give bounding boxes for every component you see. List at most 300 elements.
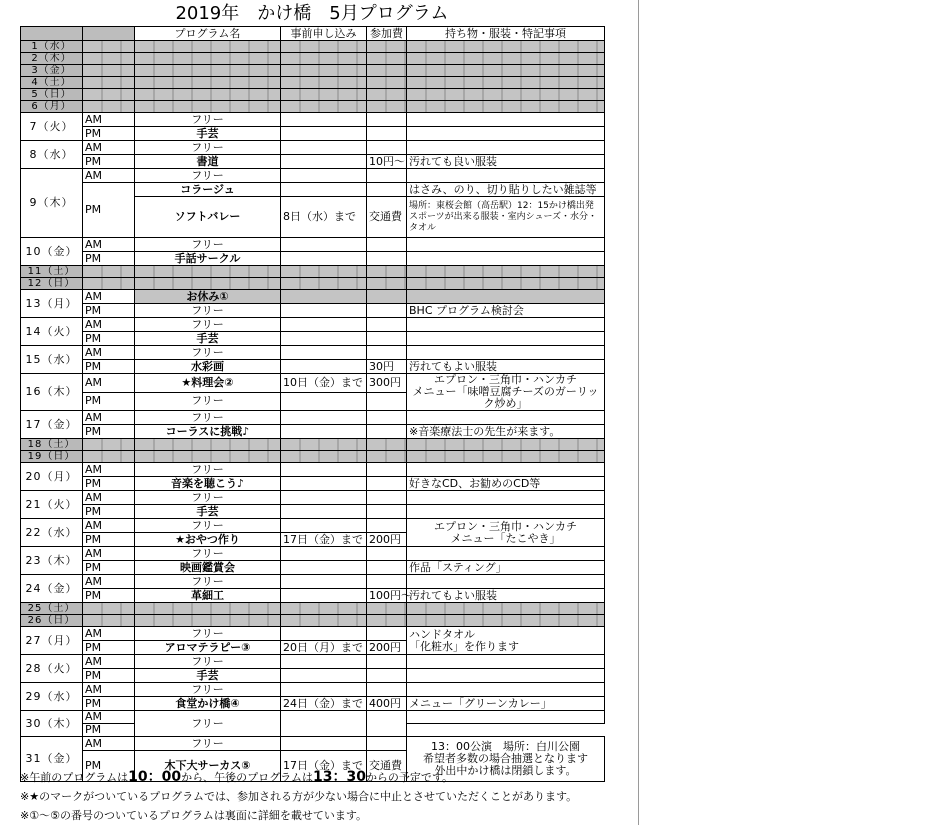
- day-registration: [281, 451, 367, 463]
- day-date: 11（土）: [21, 266, 83, 278]
- registration-deadline: [281, 252, 367, 266]
- day-date: 24（金）: [21, 575, 83, 603]
- day-slot: [83, 278, 135, 290]
- day-date: 9（木）: [21, 169, 83, 238]
- day-notes: [407, 53, 605, 65]
- fee: [367, 519, 407, 533]
- fee: [367, 238, 407, 252]
- fee: [367, 346, 407, 360]
- holiday-row: [21, 53, 605, 65]
- time-slot: PM: [83, 533, 135, 547]
- notes: [407, 655, 605, 669]
- schedule-row: [21, 127, 605, 141]
- notes-line: 希望者多数の場合抽選となります: [423, 752, 588, 765]
- time-slot: PM: [83, 304, 135, 318]
- day-fee: [367, 451, 407, 463]
- program-name: 手芸: [135, 669, 281, 683]
- header-fee: 参加費: [367, 27, 407, 41]
- page-title: 2019年 かけ橋 5月プログラム: [175, 3, 449, 24]
- schedule-row: [21, 411, 605, 425]
- program-schedule-table: [20, 26, 605, 782]
- program-name: フリー: [135, 655, 281, 669]
- fee: [367, 547, 407, 561]
- notes: [407, 374, 605, 411]
- notes: [407, 141, 605, 155]
- program-name: 映画鑑賞会: [135, 561, 281, 575]
- program-name: フリー: [135, 491, 281, 505]
- header-program: プログラム名: [135, 27, 281, 41]
- day-slot: [83, 89, 135, 101]
- schedule-row: [21, 463, 605, 477]
- fee: [367, 669, 407, 683]
- day-registration: [281, 53, 367, 65]
- time-slot: PM: [83, 155, 135, 169]
- time-slot: AM: [83, 141, 135, 155]
- schedule-row: [21, 575, 605, 589]
- notes: BHC プログラム検討会: [407, 304, 605, 318]
- program-name: フリー: [135, 683, 281, 697]
- day-fee: [367, 439, 407, 451]
- day-registration: [281, 266, 367, 278]
- fee: [367, 477, 407, 491]
- fee: 10円～: [367, 155, 407, 169]
- footer-note-numbers: ※①～⑤の番号のついているプログラムは裏面に詳細を載せています。: [20, 809, 367, 822]
- day-program: [135, 41, 281, 53]
- day-fee: [367, 65, 407, 77]
- registration-deadline: [281, 505, 367, 519]
- program-name: コーラスに挑戦♪: [135, 425, 281, 439]
- program-name: フリー: [135, 346, 281, 360]
- day-date: 10（金）: [21, 238, 83, 266]
- registration-deadline: [281, 683, 367, 697]
- fee: [367, 737, 407, 751]
- schedule-row: [21, 346, 605, 360]
- day-fee: [367, 615, 407, 627]
- day-date: 31（金）: [21, 737, 83, 782]
- notes-line: ハンドタオル: [409, 627, 475, 641]
- notes: [407, 346, 605, 360]
- program-name: 書道: [135, 155, 281, 169]
- schedule-row: [21, 697, 605, 711]
- day-date: 29（水）: [21, 683, 83, 711]
- program-name: フリー: [135, 547, 281, 561]
- registration-deadline: [281, 655, 367, 669]
- schedule-row: [21, 589, 605, 603]
- notes: メニュー「グリーンカレー」: [407, 697, 605, 711]
- day-slot: [83, 603, 135, 615]
- registration-deadline: 17日（金）まで: [281, 533, 367, 547]
- day-date: 15（水）: [21, 346, 83, 374]
- program-name: フリー: [135, 238, 281, 252]
- notes: [407, 252, 605, 266]
- schedule-row: [21, 155, 605, 169]
- time-slot: AM: [83, 169, 135, 183]
- fee: [367, 304, 407, 318]
- day-program: [135, 266, 281, 278]
- fee: 400円: [367, 697, 407, 711]
- fee: [367, 561, 407, 575]
- day-date: 1（水）: [21, 41, 83, 53]
- fee: [367, 505, 407, 519]
- day-program: [135, 615, 281, 627]
- registration-deadline: [281, 127, 367, 141]
- schedule-row: [21, 238, 605, 252]
- program-name: フリー: [135, 392, 281, 411]
- day-notes: [407, 603, 605, 615]
- day-notes: [407, 451, 605, 463]
- header-registration: 事前申し込み: [281, 27, 367, 41]
- day-program: [135, 278, 281, 290]
- day-date: 16（木）: [21, 374, 83, 411]
- notes: [407, 547, 605, 561]
- fee: 200円: [367, 641, 407, 655]
- day-date: 5（日）: [21, 89, 83, 101]
- notes: [407, 711, 605, 724]
- day-date: 13（月）: [21, 290, 83, 318]
- registration-deadline: [281, 141, 367, 155]
- fee: [367, 290, 407, 304]
- day-slot: [83, 451, 135, 463]
- holiday-row: [21, 89, 605, 101]
- holiday-row: [21, 77, 605, 89]
- registration-deadline: [281, 627, 367, 641]
- notes: [407, 627, 605, 655]
- program-name: 食堂かけ橋④: [135, 697, 281, 711]
- schedule-row: [21, 183, 605, 197]
- program-name: 手話サークル: [135, 252, 281, 266]
- time-slot: AM: [83, 463, 135, 477]
- day-program: [135, 451, 281, 463]
- fee: [367, 683, 407, 697]
- time-slot: AM: [83, 655, 135, 669]
- fee: 交通費: [367, 197, 407, 238]
- registration-deadline: [281, 183, 367, 197]
- registration-deadline: [281, 332, 367, 346]
- day-fee: [367, 89, 407, 101]
- program-name: フリー: [135, 463, 281, 477]
- notes: [407, 411, 605, 425]
- day-registration: [281, 101, 367, 113]
- holiday-row: [21, 266, 605, 278]
- day-date: 19（日）: [21, 451, 83, 463]
- schedule-row: [21, 425, 605, 439]
- day-date: 7（火）: [21, 113, 83, 141]
- schedule-row: [21, 360, 605, 374]
- time-slot: AM: [83, 627, 135, 641]
- program-name: コラージュ: [135, 183, 281, 197]
- program-name: お休み①: [135, 290, 281, 304]
- program-name: ★おやつ作り: [135, 533, 281, 547]
- day-fee: [367, 77, 407, 89]
- footer-text: から、午後のプログラムは: [181, 771, 313, 784]
- registration-deadline: [281, 737, 367, 751]
- holiday-row: [21, 101, 605, 113]
- day-fee: [367, 41, 407, 53]
- schedule-row: [21, 318, 605, 332]
- notes: [407, 169, 605, 183]
- day-registration: [281, 41, 367, 53]
- day-date: 20（月）: [21, 463, 83, 491]
- fee: [367, 169, 407, 183]
- registration-deadline: 10日（金）まで: [281, 374, 367, 393]
- day-date: 18（土）: [21, 439, 83, 451]
- fee: [367, 332, 407, 346]
- footer-note-star: ※★のマークがついているプログラムでは、参加される方が少ない場合に中止とさせていただくことがあります。: [20, 790, 578, 803]
- fee: [367, 252, 407, 266]
- day-program: [135, 101, 281, 113]
- program-name: フリー: [135, 113, 281, 127]
- day-program: [135, 65, 281, 77]
- holiday-row: [21, 439, 605, 451]
- day-slot: [83, 439, 135, 451]
- holiday-row: [21, 451, 605, 463]
- time-slot: PM: [83, 561, 135, 575]
- day-date: 23（木）: [21, 547, 83, 575]
- fee: [367, 627, 407, 641]
- day-registration: [281, 278, 367, 290]
- registration-deadline: [281, 360, 367, 374]
- holiday-row: [21, 615, 605, 627]
- schedule-row: [21, 519, 605, 533]
- time-slot: PM: [83, 505, 135, 519]
- time-slot: PM: [83, 697, 135, 711]
- registration-deadline: [281, 411, 367, 425]
- time-slot: AM: [83, 318, 135, 332]
- registration-deadline: 20日（月）まで: [281, 641, 367, 655]
- registration-deadline: [281, 304, 367, 318]
- time-slot: AM: [83, 519, 135, 533]
- notes: [407, 683, 605, 697]
- schedule-row: [21, 290, 605, 304]
- registration-deadline: [281, 290, 367, 304]
- am-start-time: 10：00: [128, 769, 182, 785]
- registration-deadline: [281, 113, 367, 127]
- registration-deadline: [281, 711, 367, 737]
- notes: [407, 238, 605, 252]
- time-slot: PM: [83, 252, 135, 266]
- notes-line: 13：00公演 場所：白川公園: [431, 740, 580, 753]
- time-slot: AM: [83, 346, 135, 360]
- day-date: 22（水）: [21, 519, 83, 547]
- notes: [407, 113, 605, 127]
- day-slot: [83, 53, 135, 65]
- program-name: 手芸: [135, 332, 281, 346]
- day-date: 28（火）: [21, 655, 83, 683]
- notes: [407, 463, 605, 477]
- day-program: [135, 53, 281, 65]
- schedule-row: [21, 332, 605, 346]
- notes-line: メニュー「味噌豆腐チーズのガーリック炒め」: [412, 385, 599, 410]
- registration-deadline: [281, 519, 367, 533]
- fee: [367, 113, 407, 127]
- day-date: 21（火）: [21, 491, 83, 519]
- time-slot: PM: [83, 751, 135, 782]
- registration-deadline: 8日（水）まで: [281, 197, 367, 238]
- holiday-row: [21, 41, 605, 53]
- day-registration: [281, 603, 367, 615]
- fee: [367, 141, 407, 155]
- day-slot: [83, 615, 135, 627]
- schedule-row: [21, 374, 605, 393]
- fee: 300円: [367, 374, 407, 393]
- notes: 場所：東桜会館（高岳駅）12：15かけ橋出発 スポーツが出来る服装・室内シューズ・水分・タオル: [407, 197, 605, 238]
- time-slot: PM: [83, 183, 135, 238]
- schedule-row: [21, 627, 605, 641]
- fee: [367, 575, 407, 589]
- notes: ※音楽療法士の先生が来ます。: [407, 425, 605, 439]
- notes: 汚れてもよい服装: [407, 360, 605, 374]
- day-slot: [83, 41, 135, 53]
- header-notes: 持ち物・服装・特記事項: [407, 27, 605, 41]
- time-slot: PM: [83, 477, 135, 491]
- fee: [367, 318, 407, 332]
- fee: [367, 392, 407, 411]
- time-slot: PM: [83, 669, 135, 683]
- registration-deadline: [281, 491, 367, 505]
- notes: [407, 318, 605, 332]
- day-notes: [407, 266, 605, 278]
- program-name: アロマテラピー③: [135, 641, 281, 655]
- time-slot: AM: [83, 737, 135, 751]
- holiday-row: [21, 603, 605, 615]
- schedule-row: [21, 505, 605, 519]
- program-name: 音楽を聴こう♪: [135, 477, 281, 491]
- notes: [407, 332, 605, 346]
- registration-deadline: [281, 575, 367, 589]
- registration-deadline: [281, 392, 367, 411]
- fee: [367, 411, 407, 425]
- notes: [407, 669, 605, 683]
- fee: [367, 183, 407, 197]
- holiday-row: [21, 65, 605, 77]
- registration-deadline: [281, 477, 367, 491]
- day-program: [135, 77, 281, 89]
- fee: 交通費: [367, 751, 407, 782]
- time-slot: PM: [83, 425, 135, 439]
- day-date: 4（土）: [21, 77, 83, 89]
- pm-start-time: 13：30: [312, 769, 366, 785]
- registration-deadline: [281, 318, 367, 332]
- day-registration: [281, 89, 367, 101]
- schedule-row: [21, 477, 605, 491]
- schedule-row: [21, 252, 605, 266]
- day-notes: [407, 101, 605, 113]
- day-date: 17（金）: [21, 411, 83, 439]
- program-name: フリー: [135, 737, 281, 751]
- notes: [407, 127, 605, 141]
- fee: [367, 127, 407, 141]
- day-registration: [281, 615, 367, 627]
- notes: 汚れてもよい服装: [407, 589, 605, 603]
- registration-deadline: [281, 589, 367, 603]
- day-notes: [407, 615, 605, 627]
- day-program: [135, 603, 281, 615]
- fee: [367, 711, 407, 737]
- registration-deadline: [281, 346, 367, 360]
- fee: [367, 491, 407, 505]
- schedule-row: [21, 169, 605, 183]
- day-date: 12（日）: [21, 278, 83, 290]
- day-date: 25（土）: [21, 603, 83, 615]
- registration-deadline: [281, 463, 367, 477]
- footer-note-times: [20, 768, 620, 787]
- time-slot: AM: [83, 411, 135, 425]
- notes-line: エプロン・三角巾・ハンカチ: [434, 373, 577, 386]
- notes: 作品「スティング」: [407, 561, 605, 575]
- day-date: 6（月）: [21, 101, 83, 113]
- schedule-row: [21, 711, 605, 724]
- program-name: フリー: [135, 169, 281, 183]
- day-fee: [367, 101, 407, 113]
- fee: 30円: [367, 360, 407, 374]
- notes: [407, 519, 605, 547]
- schedule-row: [21, 141, 605, 155]
- footer-text: からの予定です。: [365, 771, 454, 784]
- day-notes: [407, 41, 605, 53]
- time-slot: PM: [83, 392, 135, 411]
- day-fee: [367, 266, 407, 278]
- registration-deadline: [281, 669, 367, 683]
- registration-deadline: 24日（金）まで: [281, 697, 367, 711]
- notes: はさみ、のり、切り貼りしたい雑誌等: [407, 183, 605, 197]
- day-date: 27（月）: [21, 627, 83, 655]
- time-slot: AM: [83, 711, 135, 724]
- notes: 汚れても良い服装: [407, 155, 605, 169]
- day-notes: [407, 278, 605, 290]
- day-program: [135, 439, 281, 451]
- notes-line: エプロン・三角巾・ハンカチ: [434, 519, 577, 533]
- schedule-row: [21, 655, 605, 669]
- day-registration: [281, 77, 367, 89]
- time-slot: AM: [83, 290, 135, 304]
- day-program: [135, 89, 281, 101]
- page-margin-line: [638, 0, 639, 825]
- registration-deadline: [281, 425, 367, 439]
- program-name: フリー: [135, 411, 281, 425]
- program-name: フリー: [135, 519, 281, 533]
- registration-deadline: [281, 561, 367, 575]
- program-name: フリー: [135, 627, 281, 641]
- time-slot: AM: [83, 374, 135, 393]
- time-slot: PM: [83, 332, 135, 346]
- notes: [407, 290, 605, 304]
- notes-line: 外出中かけ橋は閉鎖します。: [434, 764, 577, 777]
- schedule-row: [21, 561, 605, 575]
- time-slot: PM: [83, 127, 135, 141]
- footer-text: ※午前のプログラムは: [20, 771, 129, 784]
- footer-notes: [20, 768, 620, 825]
- registration-deadline: [281, 169, 367, 183]
- day-date: 26（日）: [21, 615, 83, 627]
- day-notes: [407, 65, 605, 77]
- schedule-row: [21, 683, 605, 697]
- program-name: フリー: [135, 318, 281, 332]
- time-slot: AM: [83, 238, 135, 252]
- notes: 好きなCD、お勧めのCD等: [407, 477, 605, 491]
- schedule-row: [21, 547, 605, 561]
- day-slot: [83, 266, 135, 278]
- schedule-row: [21, 737, 605, 751]
- time-slot: PM: [83, 360, 135, 374]
- day-date: 3（金）: [21, 65, 83, 77]
- table-header-row: [21, 27, 605, 41]
- registration-deadline: [281, 155, 367, 169]
- program-name: フリー: [135, 711, 281, 737]
- notes: [407, 505, 605, 519]
- day-date: 2（木）: [21, 53, 83, 65]
- header-slot: [83, 27, 135, 41]
- holiday-row: [21, 278, 605, 290]
